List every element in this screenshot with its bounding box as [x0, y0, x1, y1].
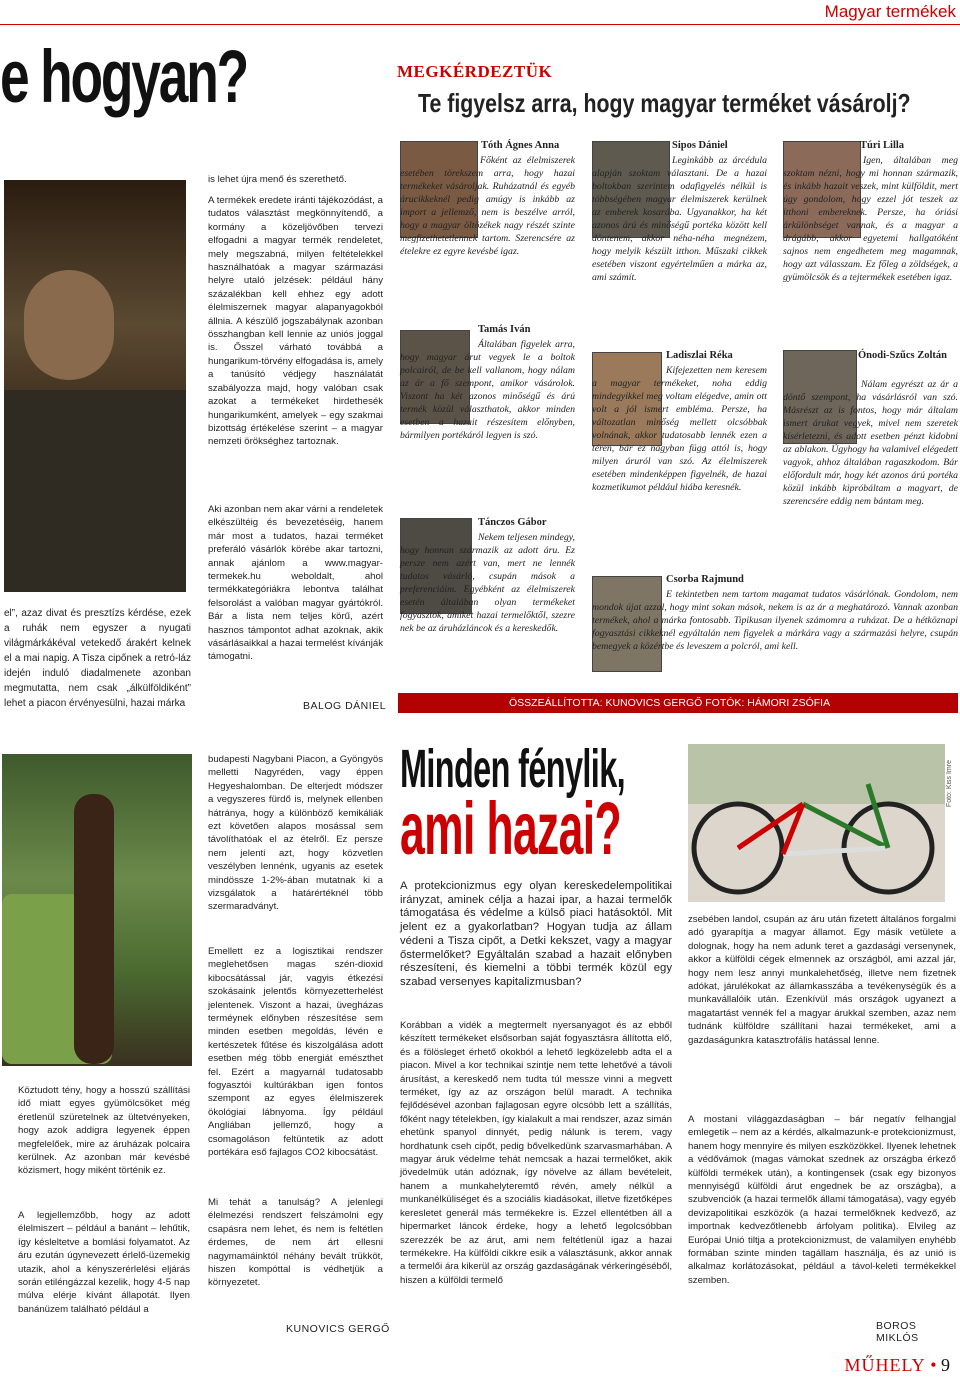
- feature-col2a: zsebében landol, csupán az áru után fizetett általános forgalmi adó gyarapítja a magyar államot. Egy másik vetülete a dolognak, hogy ha nem adunk teret a gazdasági versenynek, akkor a külföldi cégek elmennek az országból, ami azzal jár, hogy nem lesz annyi munkalehetőség, illetve nem fizetnek adókat, járulékokat az államkasszába a tevékenységük és a munkavállalóik után. Ezenkívül más országok ugyanezt a magatartást vennék fel a magyar árukkal szemben, azaz nem tudnánk külföldre szállítani hazai termékeket, ami a gazdaságunkra katasztrofális hatással lenne.: [688, 914, 956, 1046]
- interview-headline: Te figyelsz arra, hogy magyar terméket vásárolj?: [418, 88, 911, 118]
- feature-headline-line1: Minden fénylik,: [400, 739, 626, 799]
- person-quote: Főként az élelmiszerek esetében törekszem arra, hogy hazai termékeket vásároljak. Ruházatnál és egyéb árucikkeknél pedig amúgy is inkább az import a jellemző, nem is beszélve arról, hogy a magyar öltözékek nagy részét szinte megfizethetetlennek tartom. Szerencsére az ételekre ez egyre kevésbé igaz.: [400, 155, 575, 257]
- person-quote: Általában figyelek arra, hogy magyar árut vegyek le a boltok polcairól, de be kell vallanom, hogy nálam az ár a fő szempont, amikor vásárolok. Viszont ha két azonos minőségű és árú termék közül választhatok, akkor minden esetben a hazait részesítem előnyben, bármilyen portékáról legyen is szó.: [400, 339, 575, 441]
- bottom-left-p2: A legjellemzőbb, hogy az adott élelmiszert – például a banánt – lehűtik, így késleltetve a bomlási folyamatot. Az áru ezután úgynevezett érlelő-üzemekig utazik, ahol a kényszerérlelési eljárás során etiléngázzal kezelik, hogy 4-5 nap múlva elérje kívánt állapotát. Ilyen banánüzem található például a: [18, 1210, 190, 1315]
- bottom-mid-p3: Mi tehát a tanulság? A jelenlegi élelmezési rendszert felszámolni egy csapásra nem lehet, és nem is feltétlen érdemes, de nem árt ellesni nagymamáinktól néhány bevált trükköt, hiszen kompóttal is védhetjük a környezetet.: [208, 1197, 383, 1289]
- mid-col-p2: A termékek eredete iránti tájékozódást, a tudatos választást megkönnyítendő, a kormány a közeljövőben tervezi elfogadni a magyar termék rendeletet, mely megszabná, milyen feltételekkel használhatóak a magyar származási helyre utaló jelzések: például hány százalékban kell ehhez egy adott élelmiszernek magyar alapanyagokból állnia. A készülő jogszabálynak azonban összhangban kell lennie az uniós joggal is. Ősszel várható továbbá a hungarikum-törvény elfogadása is, amely a tanúsító védjegy használatát szabályozza majd, hogy valóban csak azokat a termékeket hirdethesék hungarikumként, amelyek – egy szakmai bizottság értékelése szerint – a magyar nemzeti örökséghez tartoznak.: [208, 195, 383, 448]
- section-header: Magyar termékek: [824, 2, 956, 21]
- mid-col-p1: is lehet újra menő és szerethető.: [208, 174, 347, 185]
- bicycle-photo: [688, 744, 945, 902]
- person-quote: Nekem teljesen mindegy, hogy honnan származik az adott áru. Ez persze nem azért van, mert ne lennék tudatos vásárló, csupán mások a preferenciáim. Egyébként az élelmiszerek esetén általában olyan termékeket fogyasztok, amiket hazai termelőktől, szezre nek be az áruházláncok és a kereskedők.: [400, 532, 575, 634]
- bottom-mid-author: KUNOVICS GERGŐ: [286, 1323, 390, 1335]
- feature-author: BOROS MIKLÓS: [876, 1320, 919, 1344]
- person-quote: Leginkább az árcédula alapján szoktam választani. De a hazai boltokban szerintem odafigyelés nélkül is többségében magyar élelmiszerek kerülnek az emberek kosarába. Ugyanakkor, ha két azonos árú és minőségű portéka között kell döntenem, akkor néha-néha megnézem, hogy melyik készült itthon. Műszaki cikkek esetében viszont egyértelműen a márka az, ami számít.: [592, 155, 767, 283]
- bottom-mid-p2: Emellett ez a logisztikai rendszer meglehetősen magas szén-dioxid kibocsátással jár, vagyis étkezési szokásaink jelentős környezetterhelést jelentenek. Viszont a hazai, üvegházas terméynek előnyben részesítése sem minden esetben megoldás, lévén e kertészetek fűtése és kiszolgálása adott esetben még több energiát emészthet fel. Ezért a magyarnál tudatosabb fogyasztói kultúrákban igen fontos szempont az egyes élelmiszerek ökológiai lábnyoma. Így például Angliában jellemző, hogy a csomagoláson feltüntetik az adott portékára eső fajlagos CO2 kibocsátást.: [208, 946, 383, 1159]
- feature-col1: Korábban a vidék a megtermelt nyersanyagot és az ebből készített termékeket elsősorban saját fogyasztásra állította elő, és a fölösleget érhető okokból a lehető legközelebb adta el a piacon. Mivel a kor technikai szintje nem tette lehetővé a távoli árusítást, a kereskedő nem tudta túl messze vinni a megvett terméket, így az az országon belül maradt. A technika fejlődésével azonban fajlagosan egyre olcsóbb lett a szállítás, főként nagy tételekben, így kialakult a mai rendszer, azaz simán ehetünk spanyol dinnyét, pedig nálunk is terem, vagy hordhatunk cseh cipőt, pedig bővelkedünk szarvasmarhában. A magyar áruk védelme tehát nemcsak a hazai termelőket, akik jövedelmük után adóznak, így növelve az állam bevételeit, hanem a munkahelyteremtő révén, amely nélkül a munkanélküliséget és a szociális kiadásokat, illetve fizetőképes keresletet generál más termékekre is. Ezzel ellentétben áll a hipermarket láncok érdeke, hogy a lehető legolcsóbban szerezzék be az árut, ami nem feltétlenül igaz a hazai termékekre. Ha külföldi cikkre esik a választásunk, akkor annak a termelői ára kikerül az ország gazdaságának vérkeringéséből, hiszen a külföldi termelő: [400, 1020, 672, 1286]
- footer-magazine: MŰHELY: [844, 1355, 926, 1375]
- feature-lead: A protekcionizmus egy olyan kereskedelempolitikai irányzat, aminek célja a hazai ipar, a hazai termelők támogatása és védelme a külső piaci hatásoktól. Mit jelent ez a gyakorlatban? Hogyan tudja az állam védeni a Tisza cipőt, a Detki kekszet, vagy a magyar őstermelőket? Egyáltalán szabad a hazait előnyben részesíteni, és kiemelni a többi termék közül egy szabad versenyes kapitalizmusban?: [400, 880, 672, 988]
- mid-col-p3: Aki azonban nem akar várni a rendeletek elkészültéig és bevezetéséig, hanem már most a tudatos, hazai terméket preferáló vásárlók körébe akar tartozni, annak ajánlom a www.magyar-termekek.hu weboldalt, ahol termékkategóriákra lebontva találhat felsorolást a valóban magyar gyártókról. Bár a lista nem teljes körű, azért hasznos támpontot adhat azoknak, akik vásárlásaikkal a hazai termelést kívánják támogatni.: [208, 504, 383, 663]
- header-rule: [0, 24, 960, 25]
- person-quote: Igen, általában meg szoktam nézni, hogy mi honnan származik, és inkább hazait veszek, mint külföldit, mert úgy gondolom, hogy ezzel jót teszek az itthoni embereknek. Persze, ha óriási árkülönbséget vannak, és a magyar a drágább, akkor egyetemi hallgatóként sajnos nem engedhetem meg magamnak, hogy azt válasszam. Ez főleg a zöldségek, a gyümölcsök és a tejtermékek esetében igaz.: [783, 155, 958, 283]
- bottom-left-p1: Köztudott tény, hogy a hosszú szállítási idő miatt egyes gyümölcsöket még éretlenül szüretelnek az ültetvényeken, hogy azok addigra legyenek éppen megfelelőek, mire az áruházak polcaira kerülnek. Az azonban már kevésbé közismert, hogy miként történik ez.: [18, 1085, 190, 1177]
- bottom-mid-p1: budapesti Nagybani Piacon, a Gyöngyös melletti Nagyréden, vagy éppen Hegyeshalomban. De elterjedt módszer a vegyszeres fürdő is, melynek ellenben hátránya, hogy a különböző kemikáliák ezt követően alapos mosással sem távolíthatóak el az ételről. Ez persze nem jelenti azt, hogy közvetlen veszélyben lennénk, ugyanis az esetek mindössze 1-2%-ában mutatnak ki a vizsgálatok a határértéknél több szermaradványt.: [208, 754, 383, 913]
- portrait-photo: [4, 180, 186, 592]
- footer: [844, 1355, 950, 1376]
- person-quote: Nálam egyrészt az ár a döntő szempont, ha vásárlásról van szó. Másrészt az is fontos, hogy már általam ismert árukat vegyek, mivel nem szeretek kísérletezni, és adott esetben pénzt kidobni az ablakon. Úgyhogy ha valamivel elégedett vagyok, ahhoz általában ragaszkodom. Bár előfordult már, hogy két azonos árú portéka közül inkább kipróbáltam a magyart, de szerencsére eddig nem bántam meg.: [783, 379, 958, 507]
- interview-kicker: MEGKÉRDEZTÜK: [397, 62, 553, 81]
- interview-credit: ÖSSZEÁLLÍTOTTA: KUNOVICS GERGŐ FOTÓK: HÁMORI ZSÓFIA: [509, 697, 831, 709]
- mid-col-author: BALOG DÁNIEL: [303, 700, 387, 712]
- person-name: Tóth Ágnes Anna: [481, 140, 560, 151]
- left-col-text: el”, azaz divat és presztízs kérdése, ezek a ruhák nem egyszer a nyugati világmárkákéval vetekedő árakért kelnek el a mai napig. A Tisza cipőnek a retró-láz idején induló diadalmenete azonban megmutatta, nem csak „álkülföldiként” lehet a piacon érvényesülni, hazai márka: [4, 608, 191, 709]
- footer-bullet: •: [930, 1355, 937, 1375]
- person-name: Ladiszlai Réka: [666, 350, 733, 361]
- interview-credit-bar: [398, 693, 958, 713]
- person-name: Túri Lilla: [860, 140, 905, 151]
- feature-col2b: A mostani világgazdaságban – bár negatív felhangjal emlegetik – nem az a kérdés, alkalmazunk-e protekcionizmust, hanem hogy mennyire és milyen eszközökkel. Ilyenek lehetnek a védővámok (magas vámokat szednek az országba érkező külföldi termékek után), a kontingensek (csak egy bizonyos mennyiségű külföldi árut engednek be az országba), a szubvenciók (a hazai termelők állami támogatása), vagy egyéb devizapolitikai eszközök (a hazai termelőknek kedvező, az importnak kedvezőtlenebb árfolyam politika). Elvileg az Európai Unió tiltja a protekcionizmust, de valamilyen enyhébb formában szinte minden tagállam használja, és az unió is alkalmaz korlátozásokat, például a távol-keleti termékekkel szemben.: [688, 1114, 956, 1286]
- person-quote: Kifejezetten nem keresem a magyar termékeket, noha eddig mindegyikkel meg voltam elégedve, amin ott volt a jól ismert embléma. Persze, ha változatlan minőség mellett olcsóbbak volnának, akkor tudatosabb lennék ezen a téren, bár ez nagyban függ attól is, hogy milyen áruról van szó. Az élelmiszerek esetében mindenképpen figyelnék, de hazai kozmetikumot például hiába keresnék.: [592, 365, 767, 493]
- person-name: Tamás Iván: [478, 324, 531, 335]
- person-quote: E tekintetben nem tartom magamat tudatos vásárlónak. Gondolom, nem mondok újat azzal, hogy mint sokan mások, nekem is az ár a meghatározó. Vannak azonban termékek, ahol a márka fontosabb. Tipikusan ilyenek számomra a ruházat. De a hétköznapi fogyasztási cikkeknél egyáltalán nem figyelek a márkára vagy a származási helyre, csupán bemegyek a közértbe és leveszem a polcról, ami kell.: [592, 589, 958, 652]
- person-name: Csorba Rajmund: [666, 574, 744, 585]
- footer-page-number: 9: [941, 1355, 950, 1375]
- feature-photo-credit: Fotó: Kiss Imre: [946, 760, 953, 808]
- person-name: Sipos Dániel: [672, 140, 728, 151]
- person-name: Tánczos Gábor: [478, 517, 547, 528]
- person-name: Ónodi-Szűcs Zoltán: [858, 350, 947, 361]
- left-headline: e hogyan?: [0, 35, 247, 118]
- banana-photo: [2, 754, 192, 1066]
- bicycle-illustration: [688, 744, 945, 902]
- feature-headline-line2: ami hazai?: [400, 787, 622, 870]
